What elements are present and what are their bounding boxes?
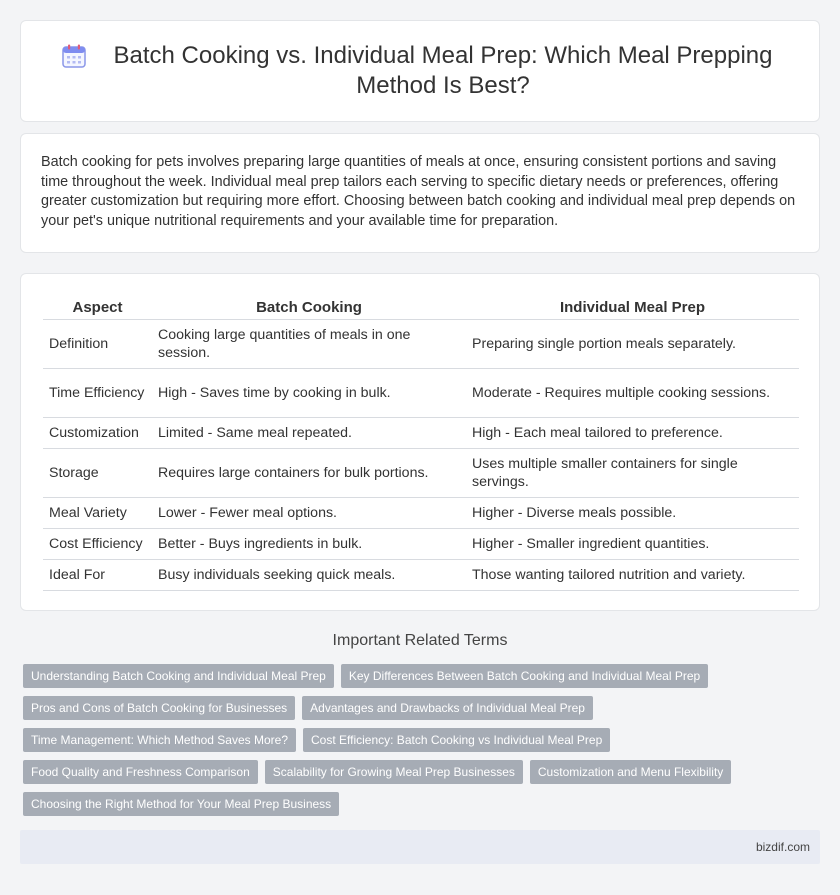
table-cell: Higher - Smaller ingredient quantities. [466,529,799,560]
table-cell: Better - Buys ingredients in bulk. [152,529,466,560]
header-aspect: Aspect [43,294,152,320]
table-row [43,449,799,498]
header-batch-cooking: Batch Cooking [152,294,466,320]
calendar-icon [61,43,87,69]
table-row [43,529,799,560]
related-term-link[interactable]: Pros and Cons of Batch Cooking for Businesses [23,696,295,720]
table-header-row [43,294,799,320]
comparison-table [43,294,799,591]
related-term-link[interactable]: Choosing the Right Method for Your Meal Prep Business [23,792,339,816]
table-cell: Requires large containers for bulk portions. [152,449,466,498]
related-term-link[interactable]: Scalability for Growing Meal Prep Businesses [265,760,523,784]
table-cell: Uses multiple smaller containers for single servings. [466,449,799,498]
intro-card [20,133,820,253]
title-card [20,20,820,122]
related-term-link[interactable]: Advantages and Drawbacks of Individual Meal Prep [302,696,593,720]
intro-paragraph: Batch cooking for pets involves preparing large quantities of meals at once, ensuring consistent portions and saving time throughout the week. Individual meal prep tailors each serving to specific dietary needs or preferences, offering greater customization but requiring more effort. Choosing between batch cooking and individual meal prep depends on your pet's unique nutritional requirements and your available time for preparation. [41,154,796,229]
table-cell: Definition [43,320,152,369]
table-cell: Storage [43,449,152,498]
related-terms-list [23,664,823,824]
table-cell: Ideal For [43,560,152,591]
table-cell: Meal Variety [43,498,152,529]
related-term-link[interactable]: Understanding Batch Cooking and Individual Meal Prep [23,664,334,688]
table-cell: Limited - Same meal repeated. [152,418,466,449]
table-row [43,320,799,369]
related-terms-heading: Important Related Terms [332,632,508,649]
table-row [43,498,799,529]
table-cell: Customization [43,418,152,449]
table-row [43,369,799,418]
table-cell: Moderate - Requires multiple cooking sessions. [466,369,799,418]
related-term-link[interactable]: Time Management: Which Method Saves More? [23,728,296,752]
table-cell: Higher - Diverse meals possible. [466,498,799,529]
comparison-table-card [20,273,820,611]
related-term-link[interactable]: Cost Efficiency: Batch Cooking vs Individual Meal Prep [303,728,610,752]
table-cell: Busy individuals seeking quick meals. [152,560,466,591]
table-cell: Those wanting tailored nutrition and variety. [466,560,799,591]
related-term-link[interactable]: Food Quality and Freshness Comparison [23,760,258,784]
table-cell: High - Saves time by cooking in bulk. [152,369,466,418]
table-cell: Lower - Fewer meal options. [152,498,466,529]
table-cell: High - Each meal tailored to preference. [466,418,799,449]
page-title: Batch Cooking vs. Individual Meal Prep: Which Meal Prepping Method Is Best? [113,42,773,99]
table-cell: Preparing single portion meals separately. [466,320,799,369]
table-row [43,560,799,591]
footer-bar [20,830,820,864]
related-term-link[interactable]: Customization and Menu Flexibility [530,760,731,784]
site-credit[interactable]: bizdif.com [755,840,810,854]
table-cell: Cost Efficiency [43,529,152,560]
table-cell: Cooking large quantities of meals in one session. [152,320,466,369]
header-individual-meal-prep: Individual Meal Prep [466,294,799,320]
table-row [43,418,799,449]
related-term-link[interactable]: Key Differences Between Batch Cooking and Individual Meal Prep [341,664,708,688]
table-cell: Time Efficiency [43,369,152,418]
